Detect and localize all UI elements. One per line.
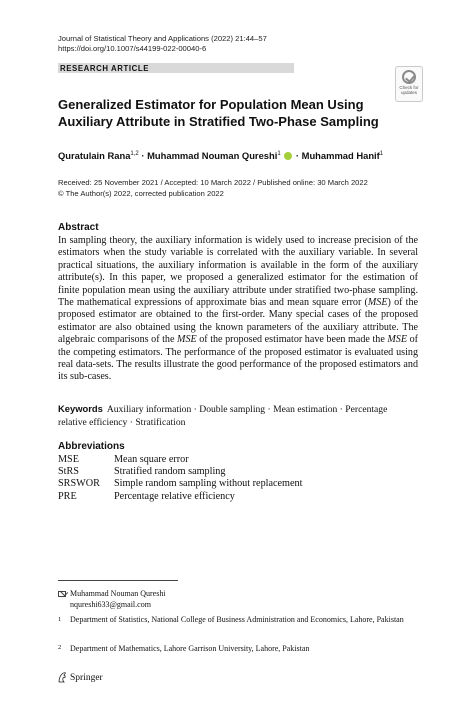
doi-link[interactable]: https://doi.org/10.1007/s44199-022-00040-6: [58, 44, 207, 53]
abbreviation-meaning: Simple random sampling without replacement: [114, 478, 303, 490]
contact-email[interactable]: nqureshi633@gmail.com: [70, 599, 151, 609]
abbreviation-meaning: Mean square error: [114, 454, 189, 465]
author-name[interactable]: Quratulain Rana: [58, 150, 131, 161]
table-row: [58, 454, 302, 466]
footnote-divider: [58, 580, 178, 581]
abbreviation-meaning: Stratified random sampling: [114, 466, 226, 478]
author-affiliation-marker: 1,2: [130, 151, 139, 157]
abstract-text: In sampling theory, the auxiliary information is widely used to increase precision of the estimators when the study variable is correlated with the auxiliary variable. In several practical situations, the auxiliary information is available in the form of the auxiliary attribute(s). In this paper, we proposed a generalized estimator for the estimation of finite population mean using the auxiliary attribute under stratified two-phase sampling. The mathematical expressions of approximate bias and mean square error (: [58, 235, 418, 309]
abbreviation: StRS: [58, 466, 79, 478]
author-affiliation-marker: 1: [379, 151, 384, 157]
abbreviation: MSE: [58, 454, 79, 465]
abstract-term: MSE: [367, 297, 388, 309]
abstract-text: of the proposed estimator have been made the: [196, 334, 388, 346]
table-row: [58, 466, 302, 478]
author-name[interactable]: Muhammad Hanif: [301, 150, 380, 161]
abstract-body: [58, 235, 418, 384]
envelope-icon: [58, 591, 66, 597]
footnote-number: 1: [58, 616, 62, 623]
abstract-term: MSE: [177, 334, 197, 346]
author-separator: ·: [138, 150, 148, 161]
author-list: [58, 148, 383, 162]
springer-horse-icon: [56, 671, 68, 683]
check-updates-label-2: updates: [400, 90, 417, 95]
check-updates-icon: [402, 70, 416, 84]
abbreviation: SRSWOR: [58, 478, 100, 490]
table-row: [58, 491, 302, 503]
abstract-term: MSE: [387, 334, 408, 346]
abbreviation-meaning: Percentage relative efficiency: [114, 490, 235, 502]
author-affiliation-marker: 1: [277, 151, 281, 157]
abstract-text: of the competing estimators. The performance of the proposed estimator is evaluated using real data-sets. The results illustrate the good performance of the proposed estimators and its sub-cases.: [58, 334, 418, 383]
author-name[interactable]: Muhammad Nouman Qureshi: [147, 150, 278, 161]
journal-name-volume: Journal of Statistical Theory and Applications (2022) 21:44–57: [58, 34, 267, 43]
abstract-text: ) of the proposed estimator are obtained to the first-order. Many special cases of the proposed estimator are also obtained using the known parameters of the auxiliary attribute. The algebraic comparisons of the: [58, 297, 418, 346]
article-title: Generalized Estimator for Population Mean Using Auxiliary Attribute in Stratified Two-Phase Sampling: [58, 97, 379, 129]
publisher-name: Springer: [70, 673, 103, 683]
abbreviations-heading: Abbreviations: [58, 441, 125, 452]
table-row: [58, 478, 302, 490]
check-for-updates-badge[interactable]: [395, 66, 423, 102]
author-separator: ·: [293, 150, 302, 161]
affiliation-1: Department of Statistics, National College of Business Administration and Economics, Lahore, Pakistan: [70, 615, 404, 624]
keywords: [58, 403, 418, 429]
affiliation-2: Department of Mathematics, Lahore Garrison University, Lahore, Pakistan: [70, 644, 310, 653]
corresponding-author: [70, 589, 166, 610]
journal-citation: [58, 34, 267, 54]
check-updates-label-1: Check for: [399, 85, 419, 90]
footnote-number: 2: [58, 644, 62, 651]
abstract-heading: Abstract: [58, 222, 99, 233]
abbreviation: PRE: [58, 490, 77, 502]
received-accepted-published: Received: 25 November 2021 / Accepted: 10 March 2022 / Published online: 30 March 2022: [58, 178, 368, 187]
keywords-list: Auxiliary information · Double sampling · Mean estimation · Percentage relative efficiency · Stratification: [58, 404, 388, 428]
orcid-icon[interactable]: [284, 152, 292, 160]
keywords-heading: Keywords: [58, 403, 103, 414]
section-label: RESEARCH ARTICLE: [60, 63, 150, 73]
copyright-line: © The Author(s) 2022, corrected publication 2022: [58, 189, 224, 198]
abbreviations-table: [58, 454, 302, 503]
contact-name: Muhammad Nouman Qureshi: [70, 589, 166, 598]
publication-dates: [58, 177, 368, 199]
